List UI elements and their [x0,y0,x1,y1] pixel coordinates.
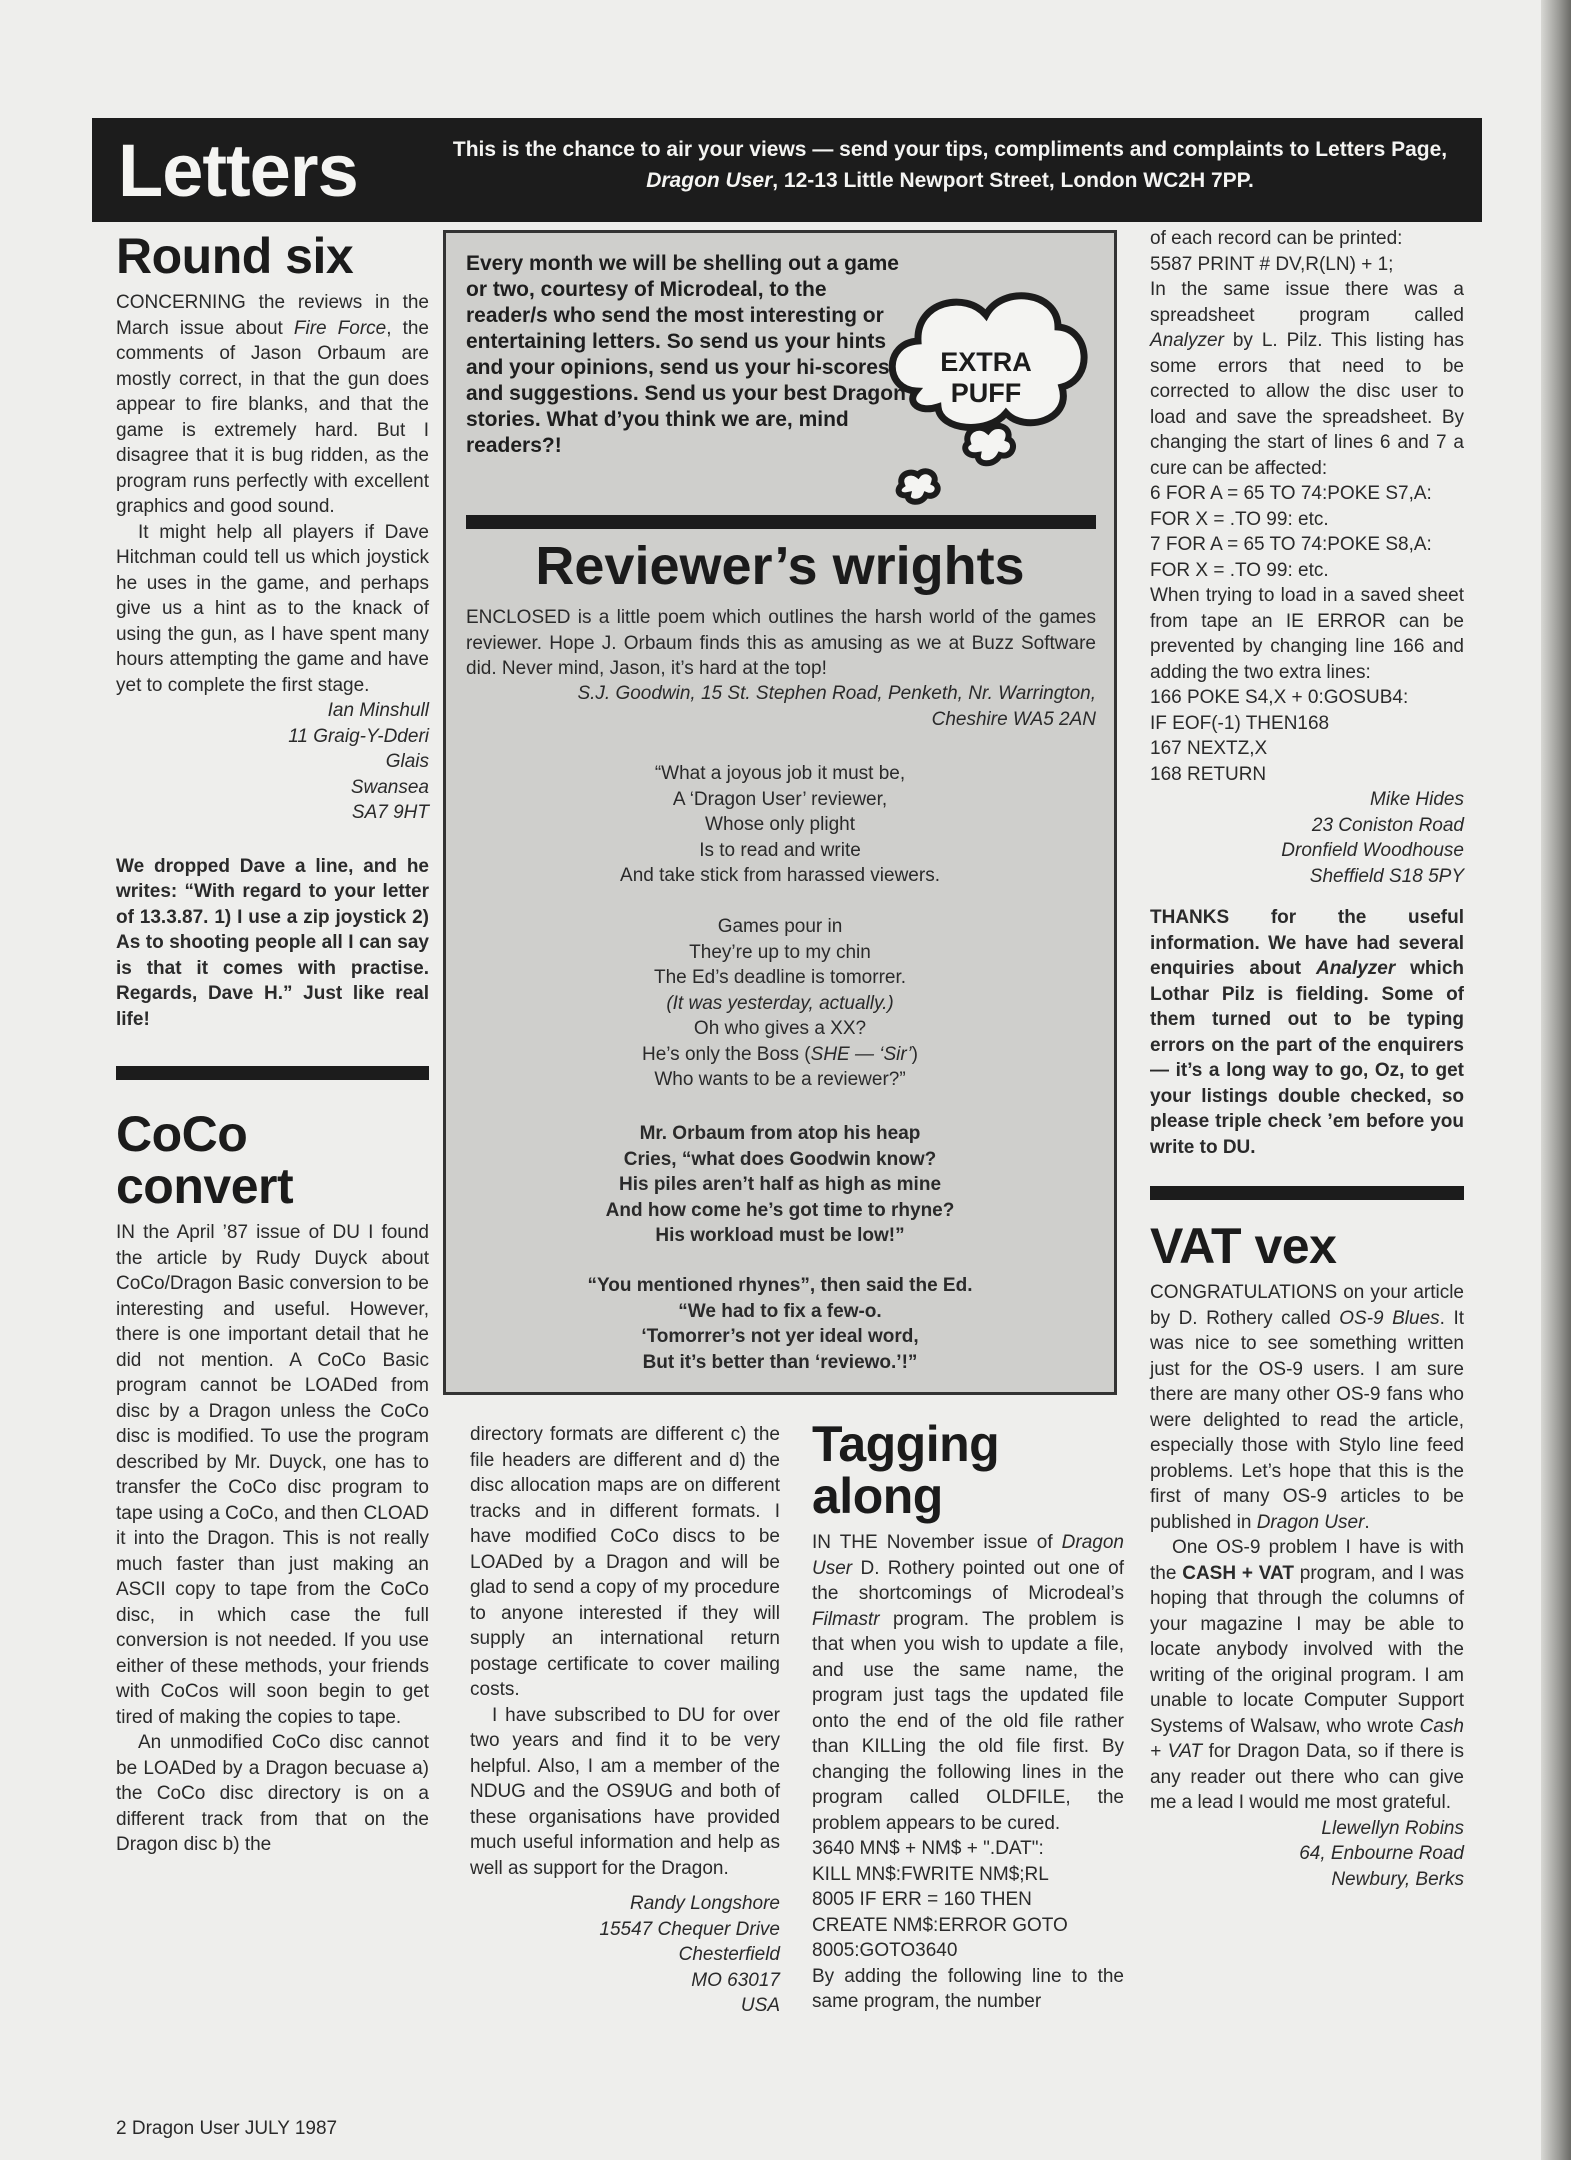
letter-paragraph: directory formats are different c) the file headers are different and d) the disc allocation maps are on different tracks and in different formats. I have modified CoCo discs to be LOADed by a Dragon and will be glad to send a copy of my procedure to anyone interested if they will supply an international return postage certificate to cover mailing costs. [470,1424,780,1700]
letter-paragraph: An unmodified CoCo disc cannot be LOADed by a Dragon becuase a) the CoCo disc directory is on a different track from that on the Dragon disc b) the [116,1732,429,1855]
divider-rule [466,515,1096,529]
divider-rule [1150,1186,1464,1200]
headline-round-six: Round six [116,228,354,284]
code-listing: 6 FOR A = 65 TO 74:POKE S7,A: FOR X = .TO 99: etc. 7 FOR A = 65 TO 74:POKE S8,A: FOR X = .TO 99: etc. [1150,483,1432,581]
poem-stanza: “You mentioned rhynes”, then said the Ed. “We had to fix a few-o. ‘Tomorrer’s not yer ideal word, But it’s better than ‘reviewo.’!” [587,1275,973,1373]
page-footer: 2 Dragon User JULY 1987 [116,2118,338,2139]
poem-stanza: Mr. Orbaum from atop his heap Cries, “what does Goodwin know? His piles aren’t half as high as mine And how come he’s got time to rhyne? His workload must be low!” [605,1123,955,1246]
letter-vat-vex [1150,1220,1464,1892]
editor-reply: We dropped Dave a line, and he writes: “With regard to your letter of 13.3.87. 1) I use a zip joystick 2) As to shooting people all I can say is that it comes with practise. Regards, Dave H.” Just like real life! [116,855,429,1030]
poem-stanza: Games pour in They’re up to my chin The Ed’s deadline is tomorrer. (It was yesterday, actually.) Oh who gives a XX? He’s only the Boss (SHE — ‘Sir’) Who wants to be a reviewer?” [642,916,918,1090]
bubble-text-2: PUFF [950,378,1022,408]
poem-stanza: “What a joyous job it must be, A ‘Dragon User’ reviewer, Whose only plight Is to read and write And take stick from harassed viewers. [620,763,940,886]
headline-coco-convert: CoCo convert [116,1106,294,1214]
signature: Llewellyn Robins 64, Enbourne Road Newbury, Berks [1299,1817,1464,1890]
letter-paragraph: IN THE November issue of Dragon User D. Rothery pointed out one of the shortcomings of Microdeal’s Filmastr program. The problem is that when you wish to update a file, and use the same name, the program just tags the updated file onto the end of the old file rather than KILLing the old file first. By changing the following lines in the program called OLDFILE, the problem appears to be cured. [812,1532,1124,1834]
headline-reviewers-wrights: Reviewer’s wrights [535,536,1025,596]
letter-paragraph: IN the April ’87 issue of DU I found the article by Rudy Duyck about CoCo/Dragon Basic conversion to be interesting and useful. However, there is one important detail that he did not mention. A CoCo Basic program cannot be LOADed from disc by a Dragon unless the CoCo disc is modified. To use the program described by Mr. Duyck, one has to transfer the CoCo disc program to tape using a CoCo, and then CLOAD it into the Dragon. This is not really much faster than just making an ASCII copy to tape from the CoCo disc, in which case the full conversion is not needed. If you use either of these methods, your friends with CoCos will soon begin to get tired of making the copies to tape. [116,1222,429,1728]
letter-paragraph: One OS-9 problem I have is with the CASH + VAT program, and I was hoping that through the columns of your magazine I may be able to locate anybody involved with the writing of the original program. I am unable to locate Computer Support Systems of Walsaw, who wrote Cash + VAT for Dragon Data, so if there is any reader out there who can give me a lead I would me most grateful. [1150,1537,1464,1813]
letter-coco-convert [116,1108,429,1858]
header-intro: This is the chance to air your views — send your tips, compliments and complaints to Letters Page, Dragon User, 12-13 Little Newport Street, London WC2H 7PP. [452,138,1448,192]
editor-reply: THANKS for the useful information. We have had several enquiries about Analyzer which Lothar Pilz is fielding. Some of them turned out to be typing errors on the part of the enquirers — it’s a long way to go, Oz, to get your listings double checked, so please triple check ’em before you write to DU. [1150,907,1464,1158]
signature: S.J. Goodwin, 15 St. Stephen Road, Penketh, Nr. Warrington, Cheshire WA5 2AN [577,683,1096,730]
divider-rule [116,1066,429,1080]
letter-paragraph: CONGRATULATIONS on your article by D. Rothery called OS-9 Blues. It was nice to see something written just for the OS-9 users. I am sure there are many other OS-9 fans who were delighted to read the article, especially those with Stylo line feed problems. Let’s hope that this is the first of many OS-9 articles to be published in Dragon User. [1150,1282,1464,1533]
letter-paragraph: By adding the following line to the same program, the number [812,1965,1124,2012]
code-listing: 166 POKE S4,X + 0:GOSUB4: IF EOF(-1) THEN168 167 NEXTZ,X 168 RETURN [1150,687,1409,785]
promo-text: Every month we will be shelling out a game or two, courtesy of Microdeal, to the reader/s who send the most interesting or entertaining letters. So send us your hints and your opinions, send us your hi-scores and suggestions. Send us your best Dragon stories. What d’you think we are, mind readers?! [466,252,906,457]
signature: Randy Longshore 15547 Chequer Drive Chesterfield MO 63017 USA [599,1893,780,2016]
column-2 [470,1422,780,2019]
signature: Mike Hides 23 Coniston Road Dronfield Woodhouse Sheffield S18 5PY [1281,789,1464,887]
headline-tagging-along: Tagging along [812,1416,1000,1524]
signature: Ian Minshull 11 Graig-Y-Dderi Glais Swansea SA7 9HT [288,700,429,823]
letter-paragraph: I have subscribed to DU for over two years and find it to be very helpful. Also, I am a member of the NDUG and the OS9UG and both of these organisations have provided much useful information and help as well as support for the Dragon. [470,1704,780,1879]
column-3 [812,1418,1124,2015]
section-title: Letters [118,129,358,212]
letter-paragraph: It might help all players if Dave Hitchman could tell us which joystick he uses in the game, and perhaps give us a hint as to the knack of using the gun, as I have spent many hours attempting the game and have yet to complete the first stage. [116,521,429,696]
code-listing: 5587 PRINT # DV,R(LN) + 1; [1150,253,1394,275]
code-listing: 3640 MN$ + NM$ + ".DAT": KILL MN$:FWRITE NM$;RL 8005 IF ERR = 160 THEN CREATE NM$:ERROR GOTO 8005:GOTO3640 [812,1838,1068,1961]
letter-paragraph: In the same issue there was a spreadsheet program called Analyzer by L. Pilz. This listing has some errors that need to be corrected to allow the disc user to load and save the spreadsheet. By changing the start of lines 6 and 7 a cure can be affected: [1150,279,1464,479]
headline-vat-vex: VAT vex [1150,1218,1337,1274]
thought-bubble-icon [876,271,1096,521]
letter-paragraph: CONCERNING the reviews in the March issue about Fire Force, the comments of Jason Orbaum are mostly correct, in that the gun does appear to fire blanks, and that the game is extremely hard. But I disagree that it is bug ridden, as the program runs perfectly with excellent graphics and good sound. [116,292,429,517]
bubble-text-1: EXTRA [940,347,1032,377]
letter-paragraph: of each record can be printed: [1150,228,1403,249]
page-spine [1541,0,1571,2160]
column-1 [116,230,429,1858]
feature-box [443,230,1117,1395]
letter-round-six [116,230,429,1032]
letter-paragraph: When trying to load in a saved sheet from tape an IE ERROR can be prevented by changing line 166 and adding the two extra lines: [1150,585,1464,683]
letter-paragraph: ENCLOSED is a little poem which outlines the harsh world of the games reviewer. Hope J. Orbaum finds this as amusing as we at Buzz Software did. Never mind, Jason, it’s hard at the top! [466,607,1096,679]
column-4 [1150,226,1464,1892]
